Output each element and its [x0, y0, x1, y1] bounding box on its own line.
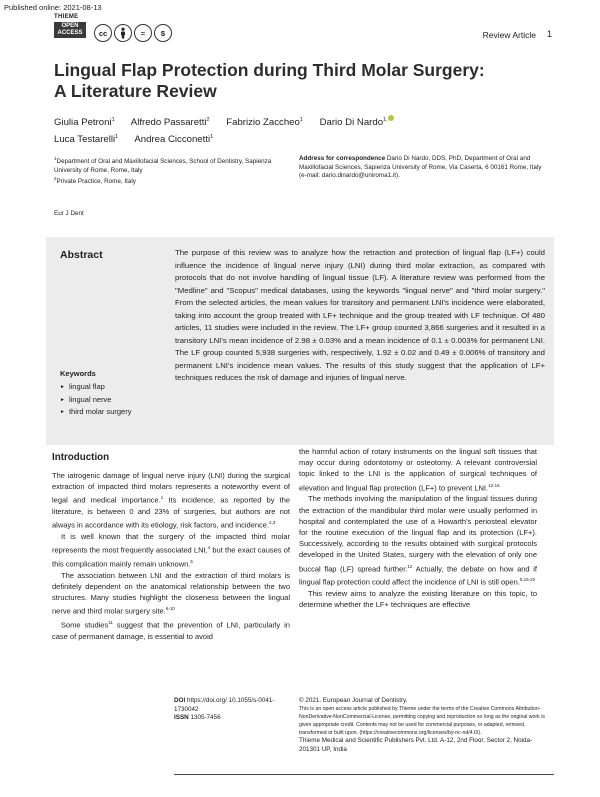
- introduction-heading: Introduction: [52, 452, 110, 463]
- author: Luca Testarelli$^1$: [54, 134, 119, 146]
- author: Dario Di Nardo$^{1,}$: [320, 117, 394, 128]
- keyword-item[interactable]: ► lingual flap: [60, 381, 131, 394]
- footer-divider: [174, 774, 554, 775]
- author: Alfredo Passaretti$^2$: [130, 117, 210, 129]
- doi-issn-block: [174, 697, 284, 723]
- page-number: 1: [546, 29, 552, 39]
- by-attribution-icon: [114, 24, 132, 42]
- correspondence-label: Address for correspondence: [299, 155, 386, 162]
- author: Andrea Cicconetti$^1$: [134, 134, 214, 146]
- abstract-heading: Abstract: [60, 249, 103, 261]
- logo-text-top: THIEME: [54, 14, 79, 20]
- paragraph: the harmful action of rotary instruments on the lingual soft tissues that may occur during odontotomy or osteotomy. A relevant controversial topic linked to the LNI is the application of surgical techniques of elevation and lingual flap protection (LF+) to prevent LNI.$^{12-15}$: [299, 447, 537, 493]
- issn-line: ISSN 1305-7456: [174, 714, 221, 722]
- affiliation: $^2$Private Practice, Rome, Italy: [54, 176, 136, 186]
- logo-text-bottom: OPEN ACCESS: [54, 22, 86, 38]
- keywords-list: [60, 381, 131, 419]
- cc-icon: cc: [94, 24, 112, 42]
- affiliation: $^1$Department of Oral and Maxillofacial Sciences, School of Dentistry, Sapienza University of Rome, Rome, Italy: [54, 156, 272, 174]
- publisher-address: Thieme Medical and Scientific Publishers Pvt. Ltd. A-12, 2nd Floor, Sector 2, Noida-201301 UP, India: [299, 737, 533, 753]
- published-online-date: Published online: 2021-08-13: [4, 3, 102, 12]
- author: Fabrizio Zaccheo$^1$: [226, 117, 303, 129]
- license-text: This is an open access article published by Thieme under the terms of the Creative Commons Attribution-NonDerivative-NonCommercial-License, permitting copying and reproduction so long as the original work is given appropriate credit. Contents may not be used for commercial purposes, or adapted, remixed, transformed or built upon. (https://creativecommons.org/licenses/by-nc-nd/4.0/).: [299, 706, 545, 737]
- author-list: [54, 113, 534, 147]
- correspondence: [299, 155, 549, 181]
- author: Giulia Petroni$^1$: [54, 117, 115, 129]
- non-commercial-icon: $: [154, 24, 172, 42]
- paragraph: It is well known that the surgery of the impacted third molar represents the most frequently associated LNI,$^4$ but the exact causes of this complication mainly remain unknown.$^5$: [52, 532, 290, 569]
- no-derivatives-icon: =: [134, 24, 152, 42]
- thieme-open-access-logo: [54, 14, 86, 42]
- copyright-line: © 2021. European Journal of Dentistry.: [299, 697, 408, 704]
- title-line-1: Lingual Flap Protection during Third Molar Surgery:: [54, 60, 485, 80]
- copyright-block: [299, 697, 551, 754]
- keyword-item[interactable]: ► lingual nerve: [60, 394, 131, 407]
- body-column-right: [299, 446, 537, 610]
- doi-link[interactable]: https://doi.org/ 10.1055/s-0041-1730042: [174, 697, 275, 713]
- paragraph: The association between LNI and the extraction of third molars is definitely dependent on the anatomical relationship between the two structures. Many studies highlight the closeness between the lingual nerve and third molar surgery site.$^{6-10}$: [52, 570, 290, 616]
- correspondence-text: Dario Di Nardo, DDS, PhD, Department of Oral and Maxillofacial Sciences, Sapienza University of Rome, Via Caserta, 6 00161 Rome, Italy (e-mail: dario.dinardo@uniroma1.it).: [299, 155, 542, 180]
- paragraph: The methods involving the manipulation of the lingual tissues during the extraction of the mandibular third molar were usually performed in hospital and contemplated the use of a Howarth's periosteal elevator for the routine execution of the lingual flap and its protection (LF+). Successively, according to the results obtained with surgical protocols developed in the United States, surgery with the elevation of only one buccal flap (LF) spread further.$^{12}$ Actually, the debate on how and if lingual flap protection could affect the incidence of LNI is still open.$^{5,16-22}$: [299, 494, 537, 587]
- abstract-text: The purpose of this review was to analyze how the retraction and protection of lingual flap (LF+) could influence the incidence of lingual nerve injury (LNI) during third molar extraction, as compared with protocols that do not involve handling of lingual tissue (LF). A literature review was performed from the "Medline" and "Scopus" medical databases, using the keywords "lingual nerve" and "third molar surgery." From the selected articles, the mean values for transitory and permanent LNI's incidence were elaborated, taking into account the group treated with LF+ technique and the group treated with LF technique. Of 480 articles, 11 studies were included in the review. The LF+ group counted 3,866 surgeries and it resulted in a transitory LNI's mean incidence of 2.98 ± 0.03% and a mean incidence of 0.1 ± 0.003% for permanent LNI. The LF group counted 5,938 surgeries with, respectively, 1.92 ± 0.02 and 0.49 ± 0.006% of transitory and permanent LNI's incidence mean values. The results of this study suggest that the application of LF+ techniques reduces the risk of damage and injuries of lingual nerve.: [175, 248, 545, 382]
- paragraph: This review aims to analyze the existing literature on this topic, to determine whether the LF+ techniques are effective: [299, 588, 537, 610]
- title-line-2: A Literature Review: [54, 81, 217, 101]
- paragraph: The iatrogenic damage of lingual nerve injury (LNI) during the surgical extraction of impacted third molars represents a noteworthy event of legal and medical importance.$^1$ Its incidence, as reported by the literature, is between 0 and 23% of surgeries, but authors are not always in accordance with its etiology, risk factors, and incidence.$^{2,3}$: [52, 471, 290, 530]
- affiliations: [54, 155, 284, 187]
- keywords-heading: Keywords: [60, 369, 96, 378]
- creative-commons-icons: [94, 24, 172, 42]
- running-head: Review Article: [482, 30, 536, 40]
- orcid-icon[interactable]: [388, 115, 394, 121]
- body-column-left: [52, 470, 290, 642]
- keyword-item[interactable]: ► third molar surgery: [60, 406, 131, 419]
- article-title: [54, 60, 554, 102]
- paragraph: Some studies$^{11}$ suggest that the prevention of LNI, particularly in case of permanent damage, is essential to avoid: [52, 619, 290, 641]
- doi-line: DOI https://doi.org/ 10.1055/s-0041-1730042: [174, 697, 275, 713]
- journal-name: Eur J Dent: [54, 210, 84, 217]
